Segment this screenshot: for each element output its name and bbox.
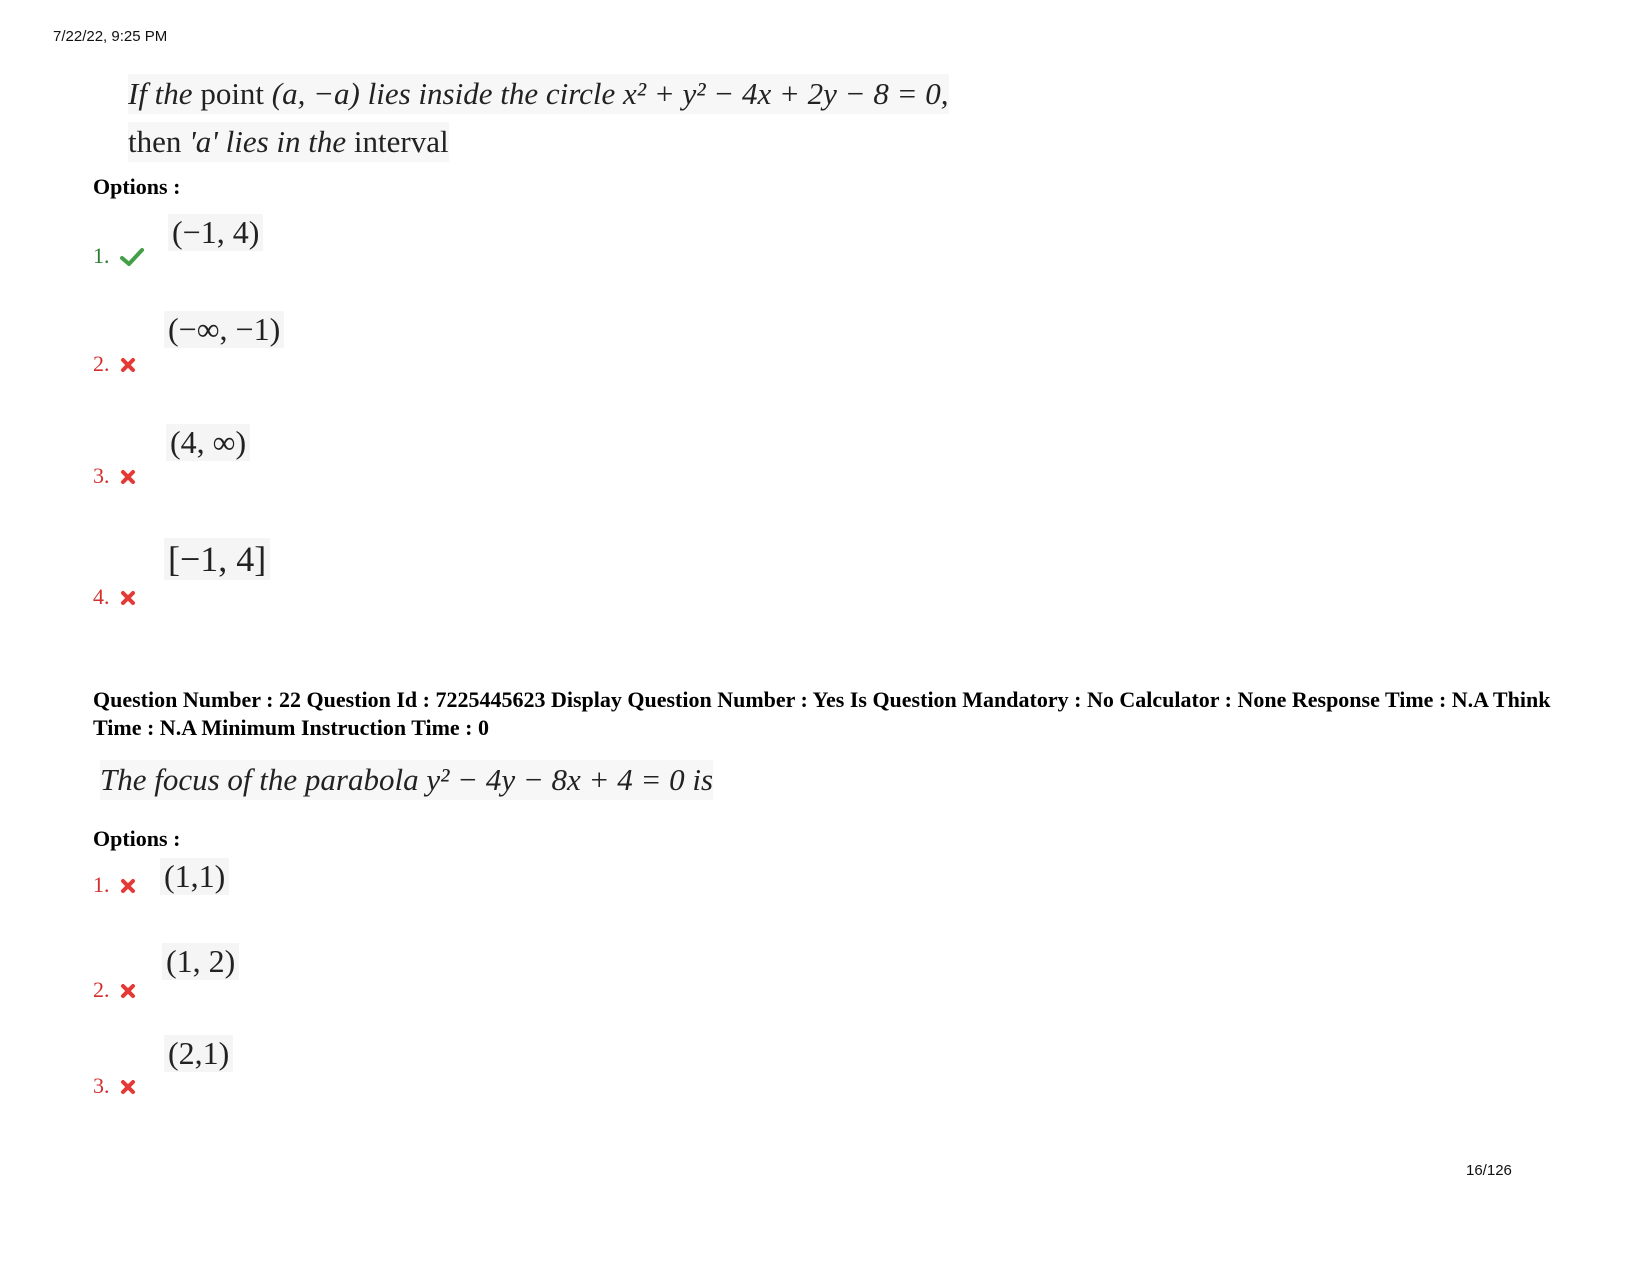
q22-option-3-value: (2,1) — [164, 1035, 233, 1072]
q21-option-3 — [93, 463, 136, 490]
q21-stem-line1 — [128, 74, 949, 114]
option-number: 1. — [93, 872, 110, 897]
cross-icon — [120, 469, 136, 490]
q21-stem-lies-in: 'a' lies in the — [189, 124, 354, 159]
q22-stem — [100, 760, 713, 800]
q21-stem-line2 — [128, 122, 449, 162]
q21-option-1-value: (−1, 4) — [168, 214, 263, 251]
q22-stem-equation: y² − 4y − 8x + 4 = 0 — [426, 762, 685, 797]
q22-metadata: Question Number : 22 Question Id : 7225445623 Display Question Number : Yes Is Question Mandatory : No Calculator : None Response Time : N.A Think Time : N.A Minimum Instruction Time : 0 — [93, 687, 1551, 740]
q22-option-2 — [93, 977, 136, 1004]
q22-stem-text: The focus of the parabola — [100, 762, 427, 797]
option-number: 2. — [93, 351, 110, 376]
q21-option-4-value: [−1, 4] — [164, 538, 270, 580]
q21-option-2-value: (−∞, −1) — [164, 311, 284, 348]
cross-icon — [120, 1079, 136, 1100]
q22-option-2-value: (1, 2) — [162, 943, 239, 980]
q22-option-1-value: (1,1) — [160, 858, 229, 895]
q22-stem-is: is — [684, 762, 714, 797]
q21-stem-text-d: lies inside the circle — [367, 76, 624, 111]
option-number: 3. — [93, 463, 110, 488]
q21-option-1 — [93, 243, 144, 272]
cross-icon — [120, 878, 136, 899]
q21-stem-text-a: If the — [128, 76, 201, 111]
q21-option-2 — [93, 351, 136, 378]
q21-stem-text-b: point — [200, 76, 272, 111]
q21-options-label: Options : — [93, 174, 181, 199]
q21-stem-interval: interval — [353, 124, 449, 159]
check-icon — [120, 247, 144, 272]
q22-option-1 — [93, 872, 136, 899]
cross-icon — [120, 590, 136, 611]
q22-option-3 — [93, 1073, 136, 1100]
print-timestamp: 7/22/22, 9:25 PM — [53, 28, 168, 45]
page-number: 16/126 — [1466, 1162, 1512, 1179]
q21-option-4 — [93, 584, 136, 611]
cross-icon — [120, 357, 136, 378]
option-number: 2. — [93, 977, 110, 1002]
q21-stem-then: then — [128, 124, 190, 159]
q22-options-label: Options : — [93, 826, 181, 851]
option-number: 1. — [93, 243, 110, 268]
q21-stem-point: (a, −a) — [271, 76, 368, 111]
option-number: 4. — [93, 584, 110, 609]
option-number: 3. — [93, 1073, 110, 1098]
cross-icon — [120, 983, 136, 1004]
q21-stem-equation: x² + y² − 4x + 2y − 8 = 0, — [623, 76, 949, 111]
q21-option-3-value: (4, ∞) — [166, 424, 250, 461]
